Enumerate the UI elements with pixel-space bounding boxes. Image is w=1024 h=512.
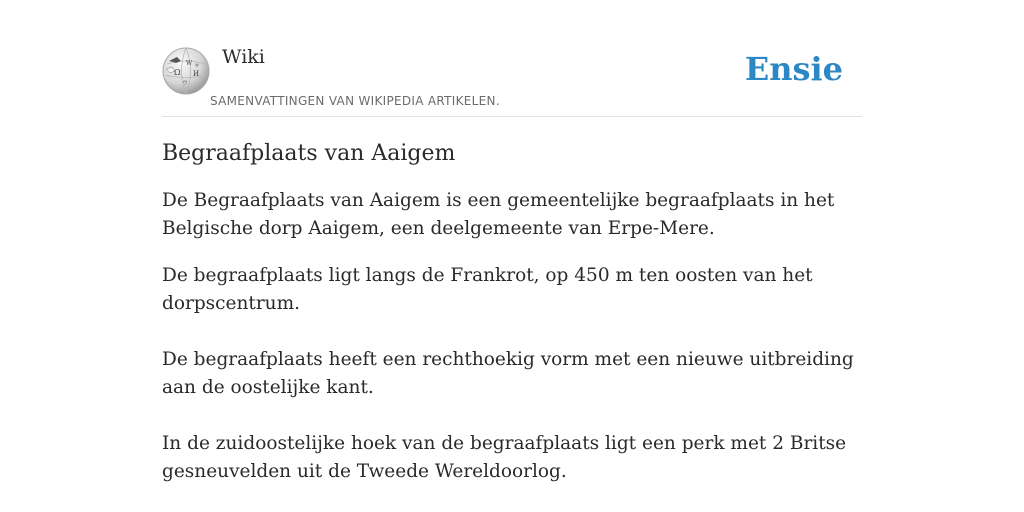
svg-text:ψ: ψ — [195, 62, 199, 68]
article-paragraph: De Begraafplaats van Aaigem is een gemeentelijke begraafplaats in het Belgische dorp Aaigem, een deelgemeente van Erpe-Mere. — [162, 190, 835, 239]
wikipedia-globe-icon[interactable] — [162, 47, 210, 95]
svg-text:И: И — [193, 70, 200, 78]
article-paragraph: De begraafplaats heeft een rechthoekig vorm met een nieuwe uitbreiding aan de oostelijke kant. — [162, 349, 854, 398]
article-title: Begraafplaats van Aaigem — [162, 141, 456, 166]
brand-logo-link[interactable]: Ensie — [744, 50, 843, 88]
svg-text:W: W — [186, 60, 193, 67]
svg-text:ウ: ウ — [182, 80, 189, 87]
site-tagline: SAMENVATTINGEN VAN WIKIPEDIA ARTIKELEN. — [210, 94, 500, 108]
article-paragraph: De begraafplaats ligt langs de Frankrot, op 450 m ten oosten van het dorpscentrum. — [162, 265, 813, 314]
site-name[interactable]: Wiki — [222, 46, 265, 68]
article-content — [162, 138, 867, 505]
svg-text:Ω: Ω — [174, 68, 181, 77]
article-paragraph: In de zuidoostelijke hoek van de begraafplaats ligt een perk met 2 Britse gesneuvelden uit de Tweede Wereldoorlog. — [162, 433, 847, 482]
site-header — [162, 40, 862, 117]
